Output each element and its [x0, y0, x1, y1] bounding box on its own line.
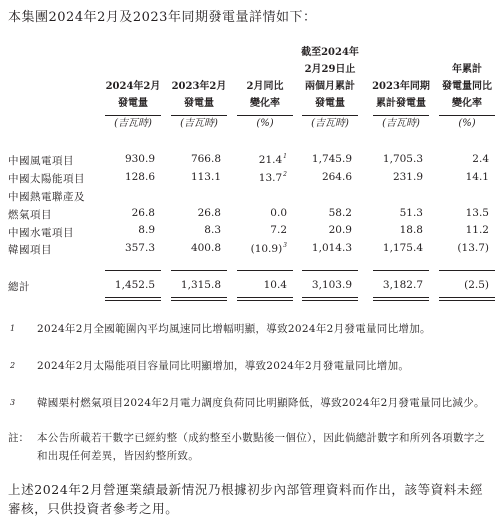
- subtotal-rule: [439, 270, 495, 271]
- total-double-rule-bottom: [237, 300, 293, 301]
- table-cell: [300, 242, 352, 254]
- table-cell: [371, 153, 423, 165]
- column-header-rule: [105, 115, 161, 116]
- column-header-line: 變化率: [452, 98, 482, 109]
- cell-value: 13.7: [258, 172, 283, 184]
- table-cell: [169, 242, 221, 254]
- table-cell: [235, 242, 287, 255]
- column-header-line: 2024年2月: [105, 81, 161, 92]
- cell-value: 51.3: [399, 207, 423, 219]
- table-cell: [300, 207, 352, 219]
- column-header-line: 年累計: [452, 64, 482, 75]
- cell-value: 8.3: [204, 224, 221, 236]
- intro-text: 本集團2024年2月及2023年同期發電量詳情如下：: [8, 10, 317, 25]
- footnote-marker: 3: [283, 242, 287, 249]
- total-double-rule-bottom: [105, 300, 161, 301]
- cell-value: 766.8: [190, 153, 221, 165]
- cell-value: 14.1: [465, 171, 489, 183]
- cell-value: 231.9: [392, 171, 423, 183]
- cell-value: 1,014.3: [311, 242, 352, 254]
- note-marker-3: 3: [10, 398, 16, 407]
- table-cell: [371, 171, 423, 183]
- cell-value: 930.9: [124, 153, 155, 165]
- total-double-rule-bottom: [439, 300, 495, 301]
- row-label: 中國熱電聯產及: [8, 191, 85, 203]
- column-unit: (%): [256, 118, 274, 129]
- note-marker-1: 1: [10, 324, 16, 333]
- column-header-1: [103, 78, 163, 112]
- cell-value: 357.3: [124, 242, 155, 254]
- total-double-rule-top: [237, 297, 293, 298]
- total-double-rule-bottom: [171, 300, 227, 301]
- column-header-6: [437, 61, 497, 112]
- table-cell: [169, 224, 221, 236]
- subtotal-rule: [373, 270, 429, 271]
- cell-value: (10.9): [250, 243, 283, 255]
- column-header-line: 2月同比: [246, 81, 284, 92]
- cell-value: 26.8: [131, 207, 155, 219]
- row-label: 中國風電項目: [8, 155, 74, 167]
- cell-value: 21.4: [258, 154, 283, 166]
- total-double-rule-top: [302, 297, 358, 298]
- row-label: 韓國項目: [8, 244, 52, 256]
- cell-value: 113.1: [190, 171, 221, 183]
- column-header-5: [371, 78, 431, 112]
- total-double-rule-bottom: [373, 300, 429, 301]
- table-cell: [103, 242, 155, 254]
- total-cell: 3,103.9: [311, 279, 352, 291]
- column-unit: (吉瓦時): [311, 118, 349, 129]
- table-cell: [235, 224, 287, 236]
- row-label: 中國水電項目: [8, 227, 74, 239]
- cell-value: 2.4: [472, 153, 489, 165]
- remark-text: 本公告所載若干數字已經約整（成約整至小數點後一個位），因此倘總計數字和所列各項數字之和出現任何差異，皆因約整所致。: [37, 432, 486, 462]
- column-header-line: 累計發電量: [376, 98, 426, 109]
- cell-value: 1,705.3: [382, 153, 423, 165]
- column-header-rule: [171, 115, 227, 116]
- column-unit: (吉瓦時): [382, 118, 420, 129]
- note-text-3: 韓國栗村燃氣項目2024年2月電力調度負荷同比明顯降低，導致2024年2月發電量同比減少。: [37, 397, 485, 409]
- table-cell: [169, 207, 221, 219]
- column-header-line: 2023年2月: [171, 81, 227, 92]
- column-header-line: 變化率: [250, 98, 280, 109]
- subtotal-rule: [171, 270, 227, 271]
- table-cell: [300, 224, 352, 236]
- column-header-line: 發電量: [315, 98, 345, 109]
- column-header-2: [169, 78, 229, 112]
- total-double-rule-top: [171, 297, 227, 298]
- total-cell: 1,315.8: [180, 279, 221, 291]
- table-cell: [235, 171, 287, 184]
- column-header-rule: [439, 115, 495, 116]
- table-cell: [235, 153, 287, 166]
- cell-value: 1,745.9: [311, 153, 352, 165]
- table-cell: [300, 153, 352, 165]
- column-unit: (%): [458, 118, 476, 129]
- cell-value: 7.2: [270, 224, 287, 236]
- footnote-marker: 2: [283, 171, 287, 178]
- row-label: 燃氣項目: [8, 209, 52, 221]
- cell-value: 264.6: [321, 171, 352, 183]
- total-double-rule-top: [439, 297, 495, 298]
- table-cell: [300, 171, 352, 183]
- table-cell: [371, 207, 423, 219]
- column-header-rule: [237, 115, 293, 116]
- subtotal-rule: [237, 270, 293, 271]
- table-cell: [103, 153, 155, 165]
- column-unit: (吉瓦時): [114, 118, 152, 129]
- cell-value: 8.9: [138, 224, 155, 236]
- total-double-rule-bottom: [302, 300, 358, 301]
- table-cell: [103, 207, 155, 219]
- column-header-rule: [302, 115, 358, 116]
- column-header-line: 兩個月累計: [305, 81, 355, 92]
- table-cell: [437, 153, 489, 165]
- note-marker-2: 2: [10, 361, 16, 370]
- table-cell: [169, 171, 221, 183]
- total-cell: 3,182.7: [382, 279, 423, 291]
- column-unit: (吉瓦時): [180, 118, 218, 129]
- table-cell: [103, 224, 155, 236]
- note-text-2: 2024年2月太陽能項目容量同比明顯增加，導致2024年2月發電量同比增加。: [37, 360, 410, 372]
- total-cell: 1,452.5: [114, 279, 155, 291]
- cell-value: 26.8: [197, 207, 221, 219]
- column-header-line: 發電量: [184, 98, 214, 109]
- column-header-line: 2月29日止: [304, 64, 356, 75]
- table-cell: [437, 224, 489, 236]
- column-header-rule: [373, 115, 429, 116]
- cell-value: 11.2: [465, 224, 489, 236]
- column-header-line: 發電量: [118, 98, 148, 109]
- cell-value: 58.2: [328, 207, 352, 219]
- cell-value: (13.7): [457, 242, 489, 254]
- total-double-rule-top: [105, 297, 161, 298]
- table-cell: [437, 207, 489, 219]
- table-cell: [169, 153, 221, 165]
- subtotal-rule: [302, 270, 358, 271]
- column-header-line: 2023年同期: [372, 81, 430, 92]
- total-label: 總計: [8, 281, 30, 293]
- table-cell: [103, 171, 155, 183]
- column-header-4: [300, 44, 360, 112]
- footnote-marker: 1: [283, 153, 287, 160]
- cell-value: 0.0: [270, 207, 287, 219]
- note-text-1: 2024年2月全國範圍內平均風速同比增幅明顯，導致2024年2月發電量同比增加。: [37, 323, 431, 335]
- total-cell: 10.4: [263, 279, 287, 291]
- table-cell: [235, 207, 287, 219]
- cell-value: 13.5: [465, 207, 489, 219]
- cell-value: 20.9: [328, 224, 352, 236]
- total-double-rule-top: [373, 297, 429, 298]
- column-header-line: 截至2024年: [301, 47, 359, 58]
- cell-value: 18.8: [399, 224, 423, 236]
- column-header-line: 發電量同比: [442, 81, 492, 92]
- cell-value: 1,175.4: [382, 242, 423, 254]
- row-label: 中國太陽能項目: [8, 173, 85, 185]
- table-cell: [371, 224, 423, 236]
- cell-value: 400.8: [190, 242, 221, 254]
- subtotal-rule: [105, 270, 161, 271]
- column-header-3: [235, 78, 295, 112]
- cell-value: 128.6: [124, 171, 155, 183]
- total-cell: (2.5): [464, 279, 489, 291]
- closing-paragraph: 上述2024年2月營運業績最新情況乃根據初步內部管理資料而作出，該等資料未經審核，只供投資者參考之用。: [8, 482, 484, 516]
- table-cell: [437, 242, 489, 254]
- table-cell: [371, 242, 423, 254]
- remark-tag: 註：: [8, 432, 29, 444]
- table-cell: [437, 171, 489, 183]
